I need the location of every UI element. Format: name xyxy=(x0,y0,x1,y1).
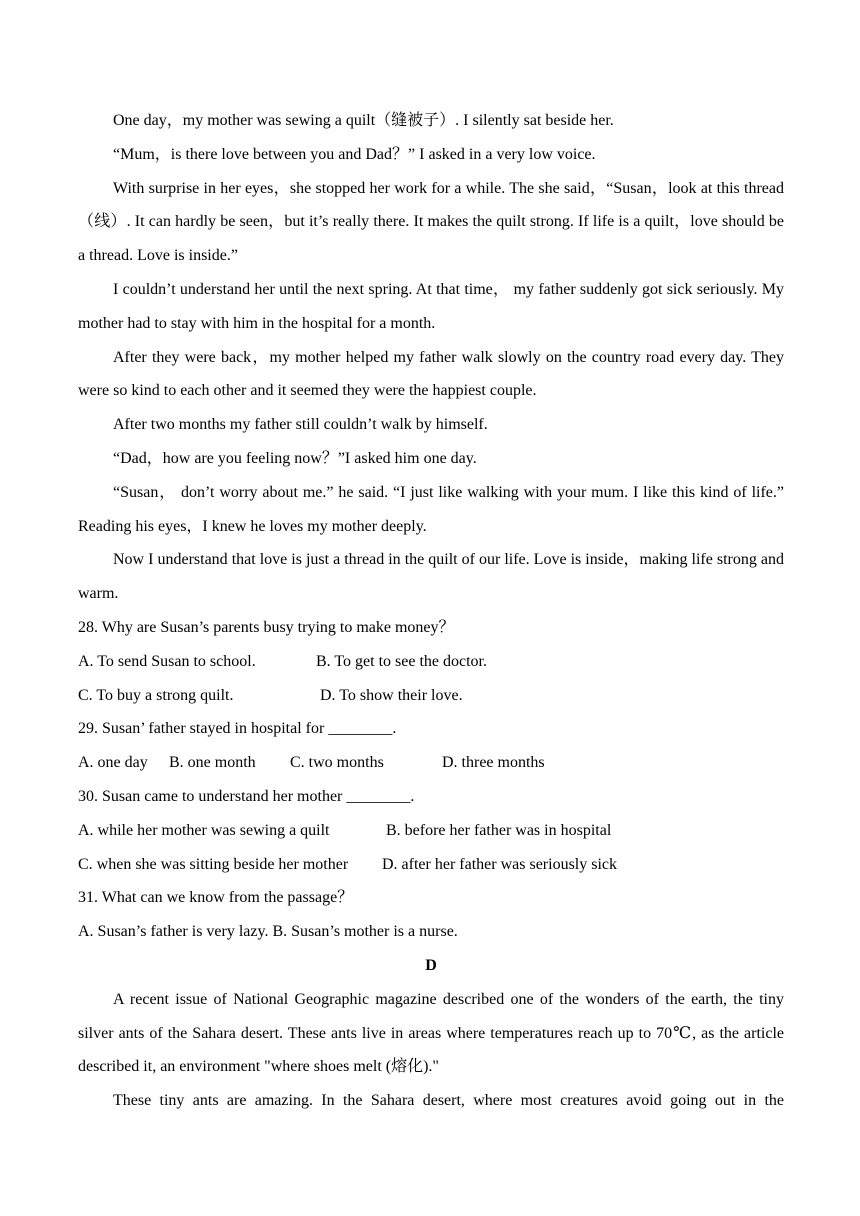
question-28-stem: 28. Why are Susan’s parents busy trying to make money？ xyxy=(78,618,455,636)
question-30-option-c: C. when she was sitting beside her mother xyxy=(78,855,349,873)
passage-c-paragraph-2: “Mum，is there love between you and Dad？” I asked in a very low voice. xyxy=(113,145,596,163)
question-28-option-d: D. To show their love. xyxy=(320,686,463,704)
question-31-stem: 31. What can we know from the passage？ xyxy=(78,889,354,907)
passage-c-paragraph-5: After they were back，my mother helped my father walk slowly on the country road every day. They were so kind to each other and it seemed they were the happiest couple. xyxy=(78,348,784,400)
question-29-options xyxy=(78,746,784,780)
section-d-paragraph-1: A recent issue of National Geographic magazine described one of the wonders of the earth, the tiny silver ants of the Sahara desert. These ants live in areas where temperatures reach up to 70℃, as the article described it, an environment "where shoes melt (熔化)." xyxy=(78,990,784,1076)
section-d-paragraph-2: These tiny ants are amazing. In the Sahara desert, where most creatures avoid going out in the xyxy=(113,1092,784,1110)
question-28-option-b: B. To get to see the doctor. xyxy=(316,652,487,670)
passage-c-paragraph-6: After two months my father still couldn’t walk by himself. xyxy=(113,416,488,434)
question-30-stem: 30. Susan came to understand her mother ________. xyxy=(78,787,415,805)
passage-c-paragraph-4: I couldn’t understand her until the next spring. At that time， my father suddenly got sick seriously. My mother had to stay with him in the hospital for a month. xyxy=(78,280,784,332)
question-30-option-b: B. before her father was in hospital xyxy=(386,821,612,839)
document-page xyxy=(78,104,784,1118)
passage-c-paragraph-3: With surprise in her eyes，she stopped her work for a while. The she said，“Susan，look at this thread（线）. It can hardly be seen，but it’s really there. It makes the quilt strong. If life is a quilt，love should be a thread. Love is inside.” xyxy=(78,179,784,265)
passage-c-paragraph-7: “Dad，how are you feeling now？”I asked him one day. xyxy=(113,449,477,467)
question-30-options-cd xyxy=(78,848,784,882)
question-29-stem: 29. Susan’ father stayed in hospital for ________. xyxy=(78,720,397,738)
question-29-option-c: C. two months xyxy=(290,754,384,772)
question-29-option-d: D. three months xyxy=(442,754,545,772)
section-d-heading: D xyxy=(425,956,437,974)
question-31-options: A. Susan’s father is very lazy. B. Susan’s mother is a nurse. xyxy=(78,923,458,941)
passage-c-paragraph-1: One day，my mother was sewing a quilt（缝被子）. I silently sat beside her. xyxy=(113,112,614,129)
question-28-option-c: C. To buy a strong quilt. xyxy=(78,686,234,704)
question-29-option-b: B. one month xyxy=(169,754,256,772)
question-30-options-ab xyxy=(78,814,784,848)
passage-c-paragraph-8: “Susan， don’t worry about me.” he said. “I just like walking with your mum. I like this kind of life.” Reading his eyes，I knew he loves my mother deeply. xyxy=(78,483,784,535)
question-28-options-ab xyxy=(78,645,784,679)
passage-c-paragraph-9: Now I understand that love is just a thread in the quilt of our life. Love is inside，making life strong and warm. xyxy=(78,551,785,603)
question-28-option-a: A. To send Susan to school. xyxy=(78,652,256,670)
question-28-options-cd xyxy=(78,679,784,713)
question-30-option-d: D. after her father was seriously sick xyxy=(382,855,618,873)
question-30-option-a: A. while her mother was sewing a quilt xyxy=(78,821,330,839)
question-29-option-a: A. one day xyxy=(78,754,148,772)
